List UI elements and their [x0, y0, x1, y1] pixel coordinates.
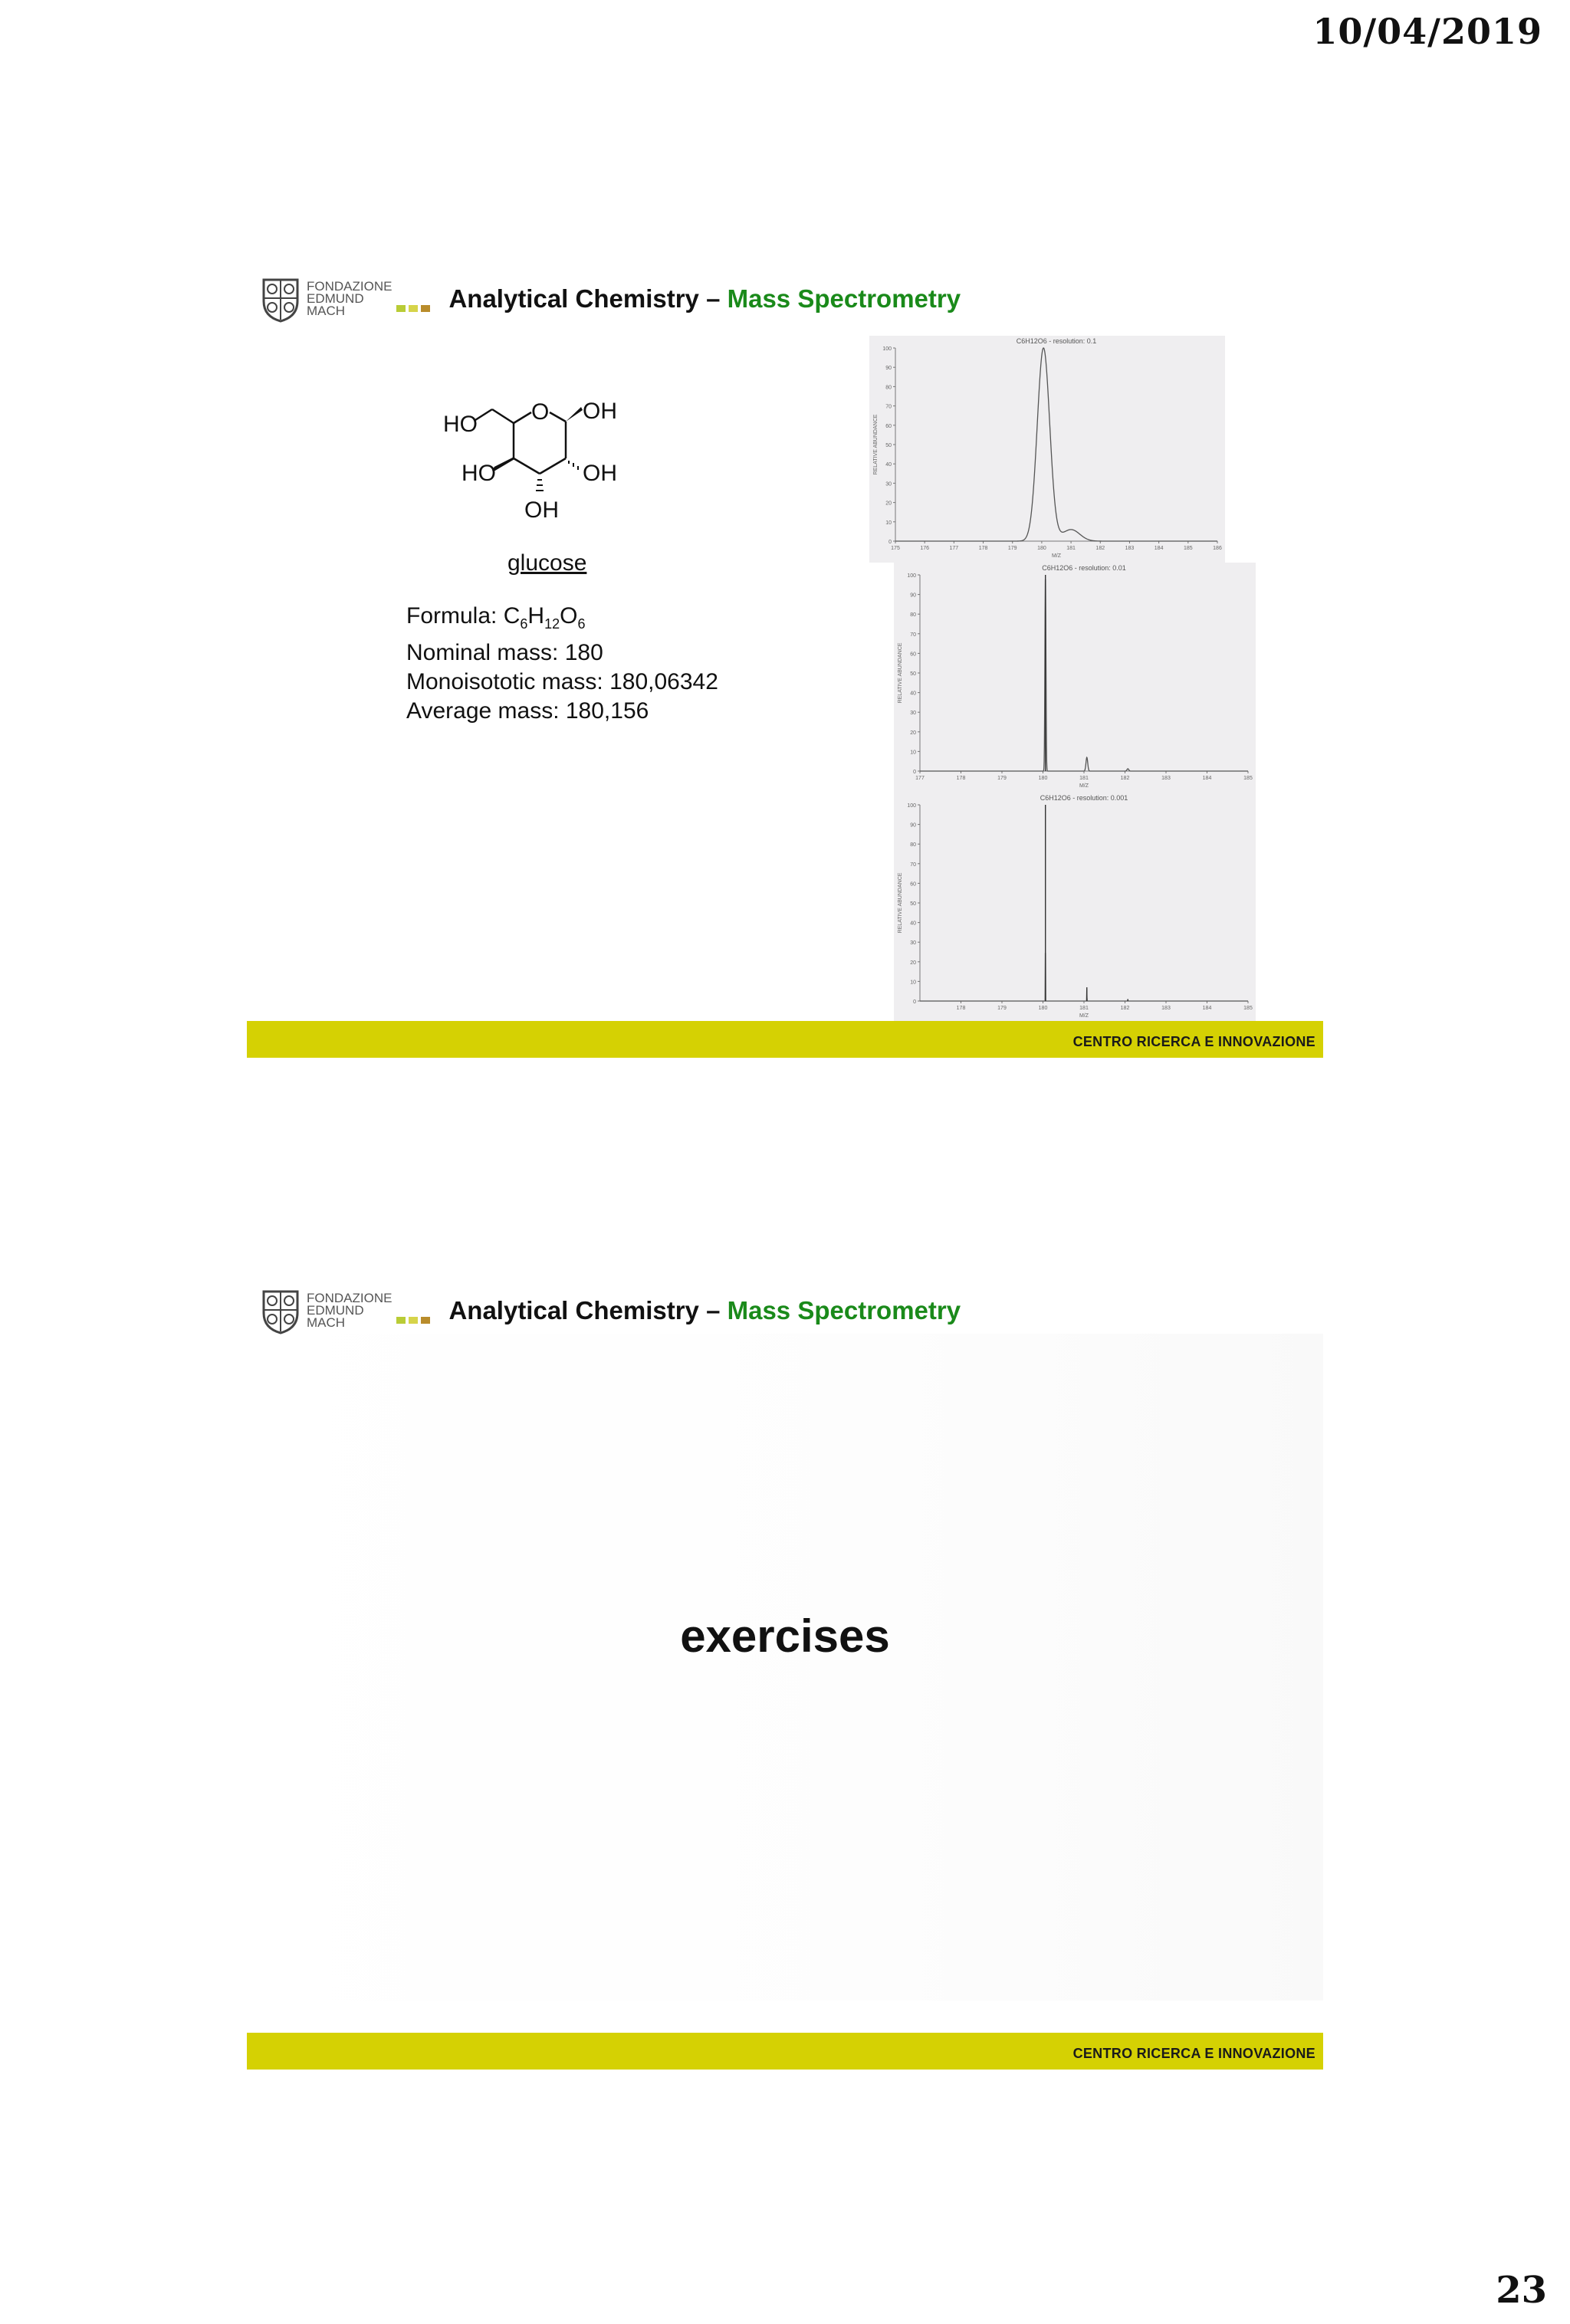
footer-bar [247, 2033, 1323, 2070]
logo-line: FONDAZIONE [307, 1291, 392, 1305]
formula-element: C [503, 603, 521, 629]
mass-spectrum-chart [894, 793, 1256, 1022]
crest-icon [261, 275, 301, 323]
chart-title: C6H12O6 - resolution: 0.1 [1016, 337, 1097, 345]
logo-line: MACH [307, 1315, 346, 1330]
y-tick-label: 20 [910, 960, 916, 966]
y-tick-label: 90 [910, 592, 916, 599]
x-tick-label: 185 [1243, 776, 1253, 781]
slide-title [448, 284, 961, 313]
y-tick-label: 50 [885, 443, 892, 448]
slide-glucose [247, 261, 1323, 1058]
y-tick-label: 40 [910, 921, 916, 927]
logo-squares [396, 305, 430, 312]
fondazione-logo [261, 1287, 430, 1334]
x-tick-label: 181 [1079, 776, 1089, 781]
x-tick-label: 183 [1161, 1006, 1171, 1011]
y-tick-label: 60 [885, 423, 892, 429]
y-axis-label: RELATIVE ABUNDANCE [898, 642, 903, 704]
y-tick-label: 70 [910, 632, 916, 638]
y-tick-label: 50 [910, 671, 916, 677]
y-tick-label: 90 [910, 822, 916, 829]
y-tick-label: 10 [910, 750, 916, 756]
y-tick-label: 50 [910, 901, 916, 907]
x-tick-label: 182 [1120, 1006, 1130, 1011]
x-axis-label: M/Z [1079, 1013, 1089, 1019]
slide-header [261, 268, 961, 330]
formula-count: 6 [577, 616, 586, 632]
x-tick-label: 186 [1213, 546, 1222, 551]
y-tick-label: 60 [910, 881, 916, 888]
ring-oxygen-label: O [531, 399, 550, 425]
footer-text: CENTRO RICERCA E INNOVAZIONE [1072, 1034, 1315, 1049]
logo-square [421, 1317, 430, 1324]
logo-square [396, 1317, 406, 1324]
y-tick-label: 20 [885, 501, 892, 507]
x-tick-label: 179 [1007, 546, 1017, 551]
page-date: 10/04/2019 [1312, 11, 1542, 52]
y-tick-label: 100 [907, 803, 916, 809]
y-tick-label: 30 [910, 711, 916, 717]
logo-line: EDMUND [307, 1303, 364, 1318]
logo-line: MACH [307, 304, 346, 318]
y-tick-label: 10 [885, 520, 892, 526]
x-tick-label: 180 [1038, 1006, 1048, 1011]
x-tick-label: 183 [1161, 776, 1171, 781]
formula-line [406, 602, 718, 638]
molecule-caption: glucose [507, 550, 587, 576]
x-tick-label: 178 [956, 1006, 966, 1011]
chart-title: C6H12O6 - resolution: 0.001 [1040, 794, 1128, 802]
y-tick-label: 80 [910, 612, 916, 619]
molecule-properties [406, 602, 718, 726]
x-tick-label: 179 [997, 776, 1007, 781]
mass-spectrum-chart [894, 563, 1256, 793]
formula-label: Formula: [406, 603, 504, 629]
x-tick-label: 178 [956, 776, 966, 781]
y-tick-label: 100 [907, 573, 916, 579]
y-tick-label: 0 [888, 540, 892, 545]
x-tick-label: 176 [920, 546, 930, 551]
x-axis-label: M/Z [1051, 553, 1062, 559]
y-tick-label: 30 [885, 481, 892, 487]
formula-element: H [527, 603, 545, 629]
oh-label: OH [583, 399, 617, 424]
y-tick-label: 60 [910, 652, 916, 658]
y-tick-label: 10 [910, 980, 916, 986]
x-tick-label: 184 [1202, 1006, 1212, 1011]
x-tick-label: 182 [1095, 546, 1105, 551]
x-tick-label: 184 [1202, 776, 1212, 781]
logo-text [307, 281, 392, 317]
glucose-structure [422, 376, 621, 537]
x-tick-label: 175 [891, 546, 900, 551]
formula-count: 12 [544, 616, 560, 632]
x-tick-label: 181 [1079, 1006, 1089, 1011]
formula-count: 6 [520, 616, 528, 632]
title-main: Analytical Chemistry – [448, 1296, 728, 1324]
x-tick-label: 185 [1183, 546, 1193, 551]
y-tick-label: 40 [910, 691, 916, 697]
spectrum-panel [894, 793, 1256, 1022]
footer-bar [247, 1021, 1323, 1058]
oh-label: OH [583, 461, 617, 486]
x-tick-label: 179 [997, 1006, 1007, 1011]
logo-square [396, 305, 406, 312]
y-tick-label: 90 [885, 366, 892, 372]
ho-label: HO [443, 412, 478, 437]
crest-icon [261, 1287, 301, 1334]
chart-title: C6H12O6 - resolution: 0.01 [1042, 564, 1126, 572]
y-tick-label: 70 [885, 404, 892, 410]
fondazione-logo [261, 275, 430, 323]
title-accent: Mass Spectrometry [727, 1296, 961, 1324]
slide-title [448, 1296, 961, 1325]
spectrum-trace [895, 348, 1217, 541]
spectrum-panel [894, 563, 1256, 793]
formula-element: O [560, 603, 578, 629]
y-axis-label: RELATIVE ABUNDANCE [898, 872, 903, 934]
logo-text [307, 1292, 392, 1329]
y-tick-label: 0 [913, 1000, 916, 1005]
y-tick-label: 80 [885, 385, 892, 391]
average-mass: Average mass: 180,156 [406, 698, 649, 724]
title-main: Analytical Chemistry – [448, 284, 728, 313]
logo-square [409, 1317, 418, 1324]
x-tick-label: 178 [978, 546, 988, 551]
oh-label: OH [524, 497, 559, 523]
logo-square [421, 305, 430, 312]
slide-exercises [247, 1272, 1323, 2070]
spectrum-trace [920, 579, 1248, 771]
y-tick-label: 20 [910, 730, 916, 736]
x-axis-label: M/Z [1079, 783, 1089, 789]
mass-spectrum-chart [869, 336, 1225, 563]
x-tick-label: 182 [1120, 776, 1130, 781]
logo-square [409, 305, 418, 312]
x-tick-label: 180 [1038, 776, 1048, 781]
y-tick-label: 0 [913, 770, 916, 775]
y-tick-label: 70 [910, 862, 916, 868]
x-tick-label: 177 [949, 546, 959, 551]
x-tick-label: 181 [1066, 546, 1076, 551]
y-tick-label: 80 [910, 842, 916, 849]
nominal-mass: Nominal mass: 180 [406, 640, 603, 665]
logo-squares [396, 1317, 430, 1324]
logo-line: FONDAZIONE [307, 279, 392, 294]
monoisotopic-mass: Monoisototic mass: 180,06342 [406, 669, 718, 694]
x-tick-label: 184 [1154, 546, 1164, 551]
page-number: 23 [1496, 2269, 1547, 2312]
spectrum-trace [920, 954, 1248, 1001]
x-tick-label: 183 [1125, 546, 1135, 551]
slide-header [261, 1280, 961, 1341]
slide-background [247, 1334, 1323, 2001]
ho-label: HO [461, 461, 496, 486]
x-tick-label: 180 [1037, 546, 1046, 551]
y-tick-label: 100 [882, 346, 892, 352]
y-tick-label: 40 [885, 462, 892, 468]
x-tick-label: 185 [1243, 1006, 1253, 1011]
logo-line: EDMUND [307, 291, 364, 306]
footer-text: CENTRO RICERCA E INNOVAZIONE [1072, 2046, 1315, 2061]
title-accent: Mass Spectrometry [727, 284, 961, 313]
y-tick-label: 30 [910, 940, 916, 947]
spectrum-panel [869, 336, 1225, 563]
exercises-heading: exercises [680, 1610, 890, 1662]
y-axis-label: RELATIVE ABUNDANCE [873, 414, 879, 475]
x-tick-label: 177 [915, 776, 925, 781]
